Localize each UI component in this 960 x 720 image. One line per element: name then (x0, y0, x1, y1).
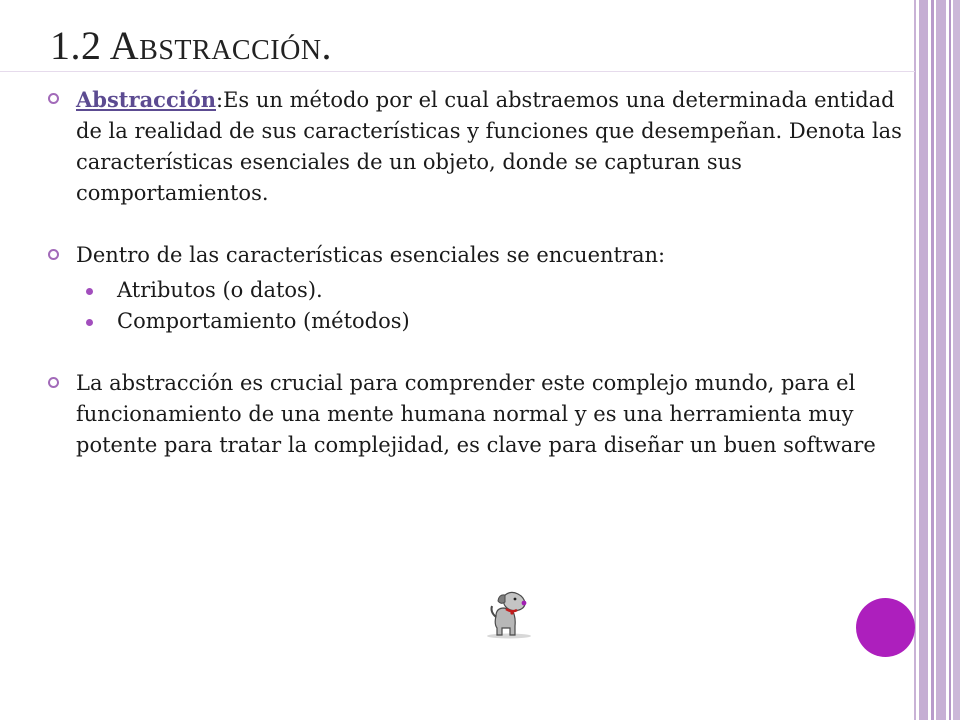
decorative-stripes (914, 0, 960, 720)
bullet-item-importance (44, 368, 914, 461)
dot-bullet-icon (86, 288, 93, 295)
sub-bullet-label: Comportamiento (métodos) (117, 309, 410, 333)
definition-text: :Es un método por el cual abstraemos una determinada entidad de la realidad de sus características y funciones que desempeñan. Denota las características esenciales de un objeto, donde se capturan sus comportamientos. (76, 88, 902, 205)
title-divider (0, 71, 915, 72)
ring-bullet-icon (48, 377, 59, 388)
sub-bullet-attributes (76, 275, 914, 306)
accent-circle (856, 598, 915, 657)
bullet-item-definition (44, 84, 914, 209)
sub-bullet-label: Atributos (o datos). (117, 278, 323, 302)
importance-text: La abstracción es crucial para comprender este complejo mundo, para el funcionamiento de una mente humana normal y es una herramienta muy potente para tratar la complejidad, es clave para diseñar un buen software (76, 371, 876, 457)
ring-bullet-icon (48, 93, 59, 104)
characteristics-sublist (76, 275, 914, 337)
dot-bullet-icon (86, 319, 93, 326)
ring-bullet-icon (48, 249, 59, 260)
cartoon-dog-icon (482, 586, 536, 640)
slide-title: 1.2 Abstracción. (50, 23, 333, 68)
sub-bullet-behavior (76, 306, 914, 337)
slide-body (44, 84, 914, 461)
characteristics-text: Dentro de las características esenciales se encuentran: (76, 243, 666, 267)
abstraccion-link[interactable]: Abstracción (76, 87, 216, 112)
bullet-item-characteristics (44, 240, 914, 337)
